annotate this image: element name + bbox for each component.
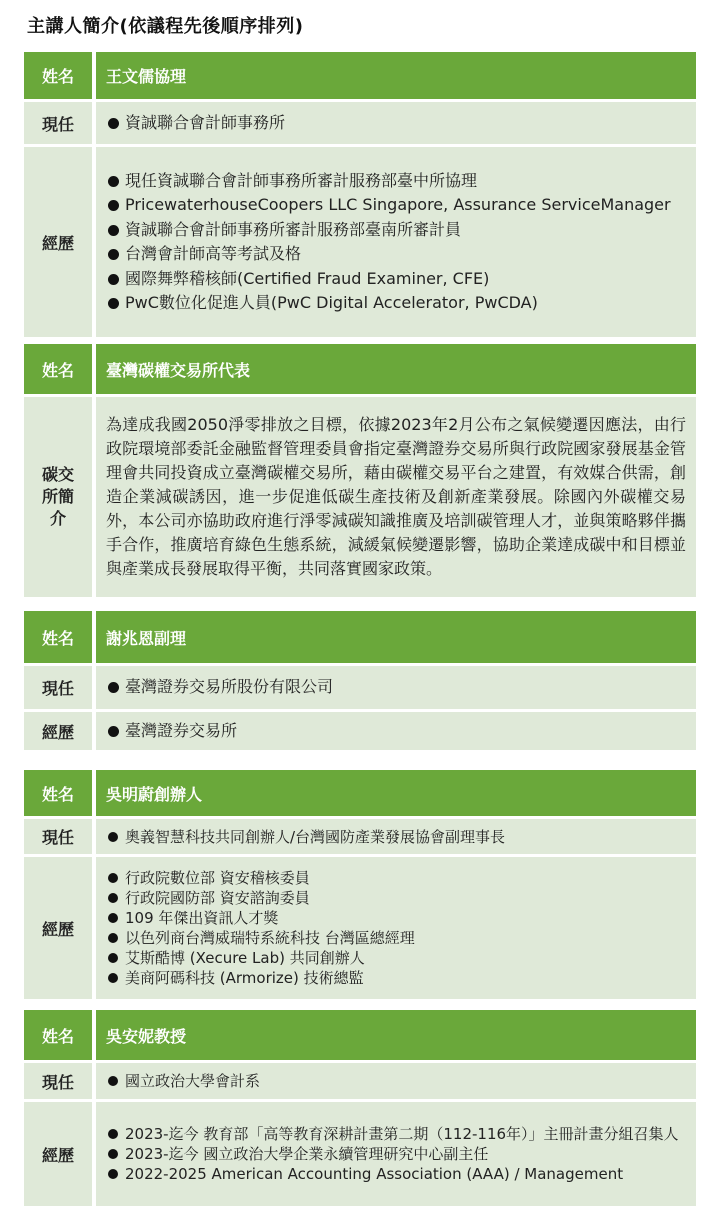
name-label: 姓名 (24, 611, 92, 663)
list-item: 行政院國防部 資安諮詢委員 (108, 888, 686, 908)
experience-label: 經歷 (24, 712, 92, 750)
list-item: 臺灣證券交易所股份有限公司 (108, 675, 686, 700)
speaker-name: 謝兆恩副理 (96, 611, 696, 663)
list-item: 109 年傑出資訊人才獎 (108, 908, 686, 928)
current-label: 現任 (24, 666, 92, 709)
current-label: 現任 (24, 1063, 92, 1099)
name-label: 姓名 (24, 344, 92, 394)
experience-label: 經歷 (24, 1102, 92, 1206)
list-item: 美商阿碼科技 (Armorize) 技術總監 (108, 968, 686, 988)
speaker-name: 王文儒協理 (96, 52, 696, 99)
list-item: 2023-迄今 國立政治大學企業永續管理研究中心副主任 (108, 1144, 686, 1164)
name-label: 姓名 (24, 770, 92, 816)
speaker-card-wu-ming-wei (24, 767, 696, 1002)
intro-label: 碳交所簡介 (41, 465, 74, 528)
company-intro-text: 為達成我國2050淨零排放之目標，依據2023年2月公布之氣候變遷因應法，由行政院環境部委託金融監督管理委員會指定臺灣證券交易所與行政院國家發展基金管理會共同投資成立臺灣碳權交易所，藉由碳權交易平台之建置，有效媒合供需，創造企業減碳誘因，進一步促進低碳生產技術及創新產業發展。除國內外碳權交易外，本公司亦協助政府進行淨零減碳知識推廣及培訓碳管理人才，並與策略夥伴攜手合作，推廣培育綠色生態系統，減緩氣候變遷影響，協助企業達成碳中和目標並與產業成長發展取得平衡，共同落實國家政策。 (106, 414, 686, 578)
list-item: 以色列商台灣威瑞特系統科技 台灣區總經理 (108, 928, 686, 948)
speaker-card-wang (24, 49, 696, 340)
list-item: 國際舞弊稽核師(Certified Fraud Examiner, CFE) (108, 267, 686, 292)
name-label: 姓名 (24, 1010, 92, 1060)
list-item: 行政院數位部 資安稽核委員 (108, 868, 686, 888)
experience-label: 經歷 (24, 857, 92, 999)
speaker-name: 吳明蔚創辦人 (96, 770, 696, 816)
current-label: 現任 (24, 102, 92, 144)
current-label: 現任 (24, 819, 92, 854)
speaker-card-hsieh (24, 608, 696, 753)
speaker-name: 吳安妮教授 (96, 1010, 696, 1060)
list-item: PricewaterhouseCoopers LLC Singapore, Assurance ServiceManager (108, 193, 686, 218)
speaker-card-tcx (24, 341, 696, 600)
list-item: 奧義智慧科技共同創辦人/台灣國防產業發展協會副理事長 (108, 827, 686, 847)
list-item: 臺灣證券交易所 (108, 719, 686, 744)
list-item: 台灣會計師高等考試及格 (108, 242, 686, 267)
list-item: 2023-迄今 教育部「高等教育深耕計畫第二期（112-116年）」主冊計畫分組召集人 (108, 1124, 686, 1144)
list-item: 資誠聯合會計師事務所 (108, 111, 686, 136)
list-item: 資誠聯合會計師事務所審計服務部臺南所審計員 (108, 218, 686, 243)
list-item: 艾斯酷博 (Xecure Lab) 共同創辦人 (108, 948, 686, 968)
list-item: PwC數位化促進人員(PwC Digital Accelerator, PwCDA) (108, 291, 686, 316)
experience-label: 經歷 (24, 147, 92, 337)
list-item: 國立政治大學會計系 (108, 1071, 686, 1091)
speaker-name: 臺灣碳權交易所代表 (96, 344, 696, 394)
list-item: 現任資誠聯合會計師事務所審計服務部臺中所協理 (108, 169, 686, 194)
list-item: 2022-2025 American Accounting Association (AAA) / Management (108, 1164, 686, 1184)
page-title: 主講人簡介(依議程先後順序排列) (27, 16, 304, 37)
name-label: 姓名 (24, 52, 92, 99)
speaker-card-wu-an-ni (24, 1007, 696, 1209)
